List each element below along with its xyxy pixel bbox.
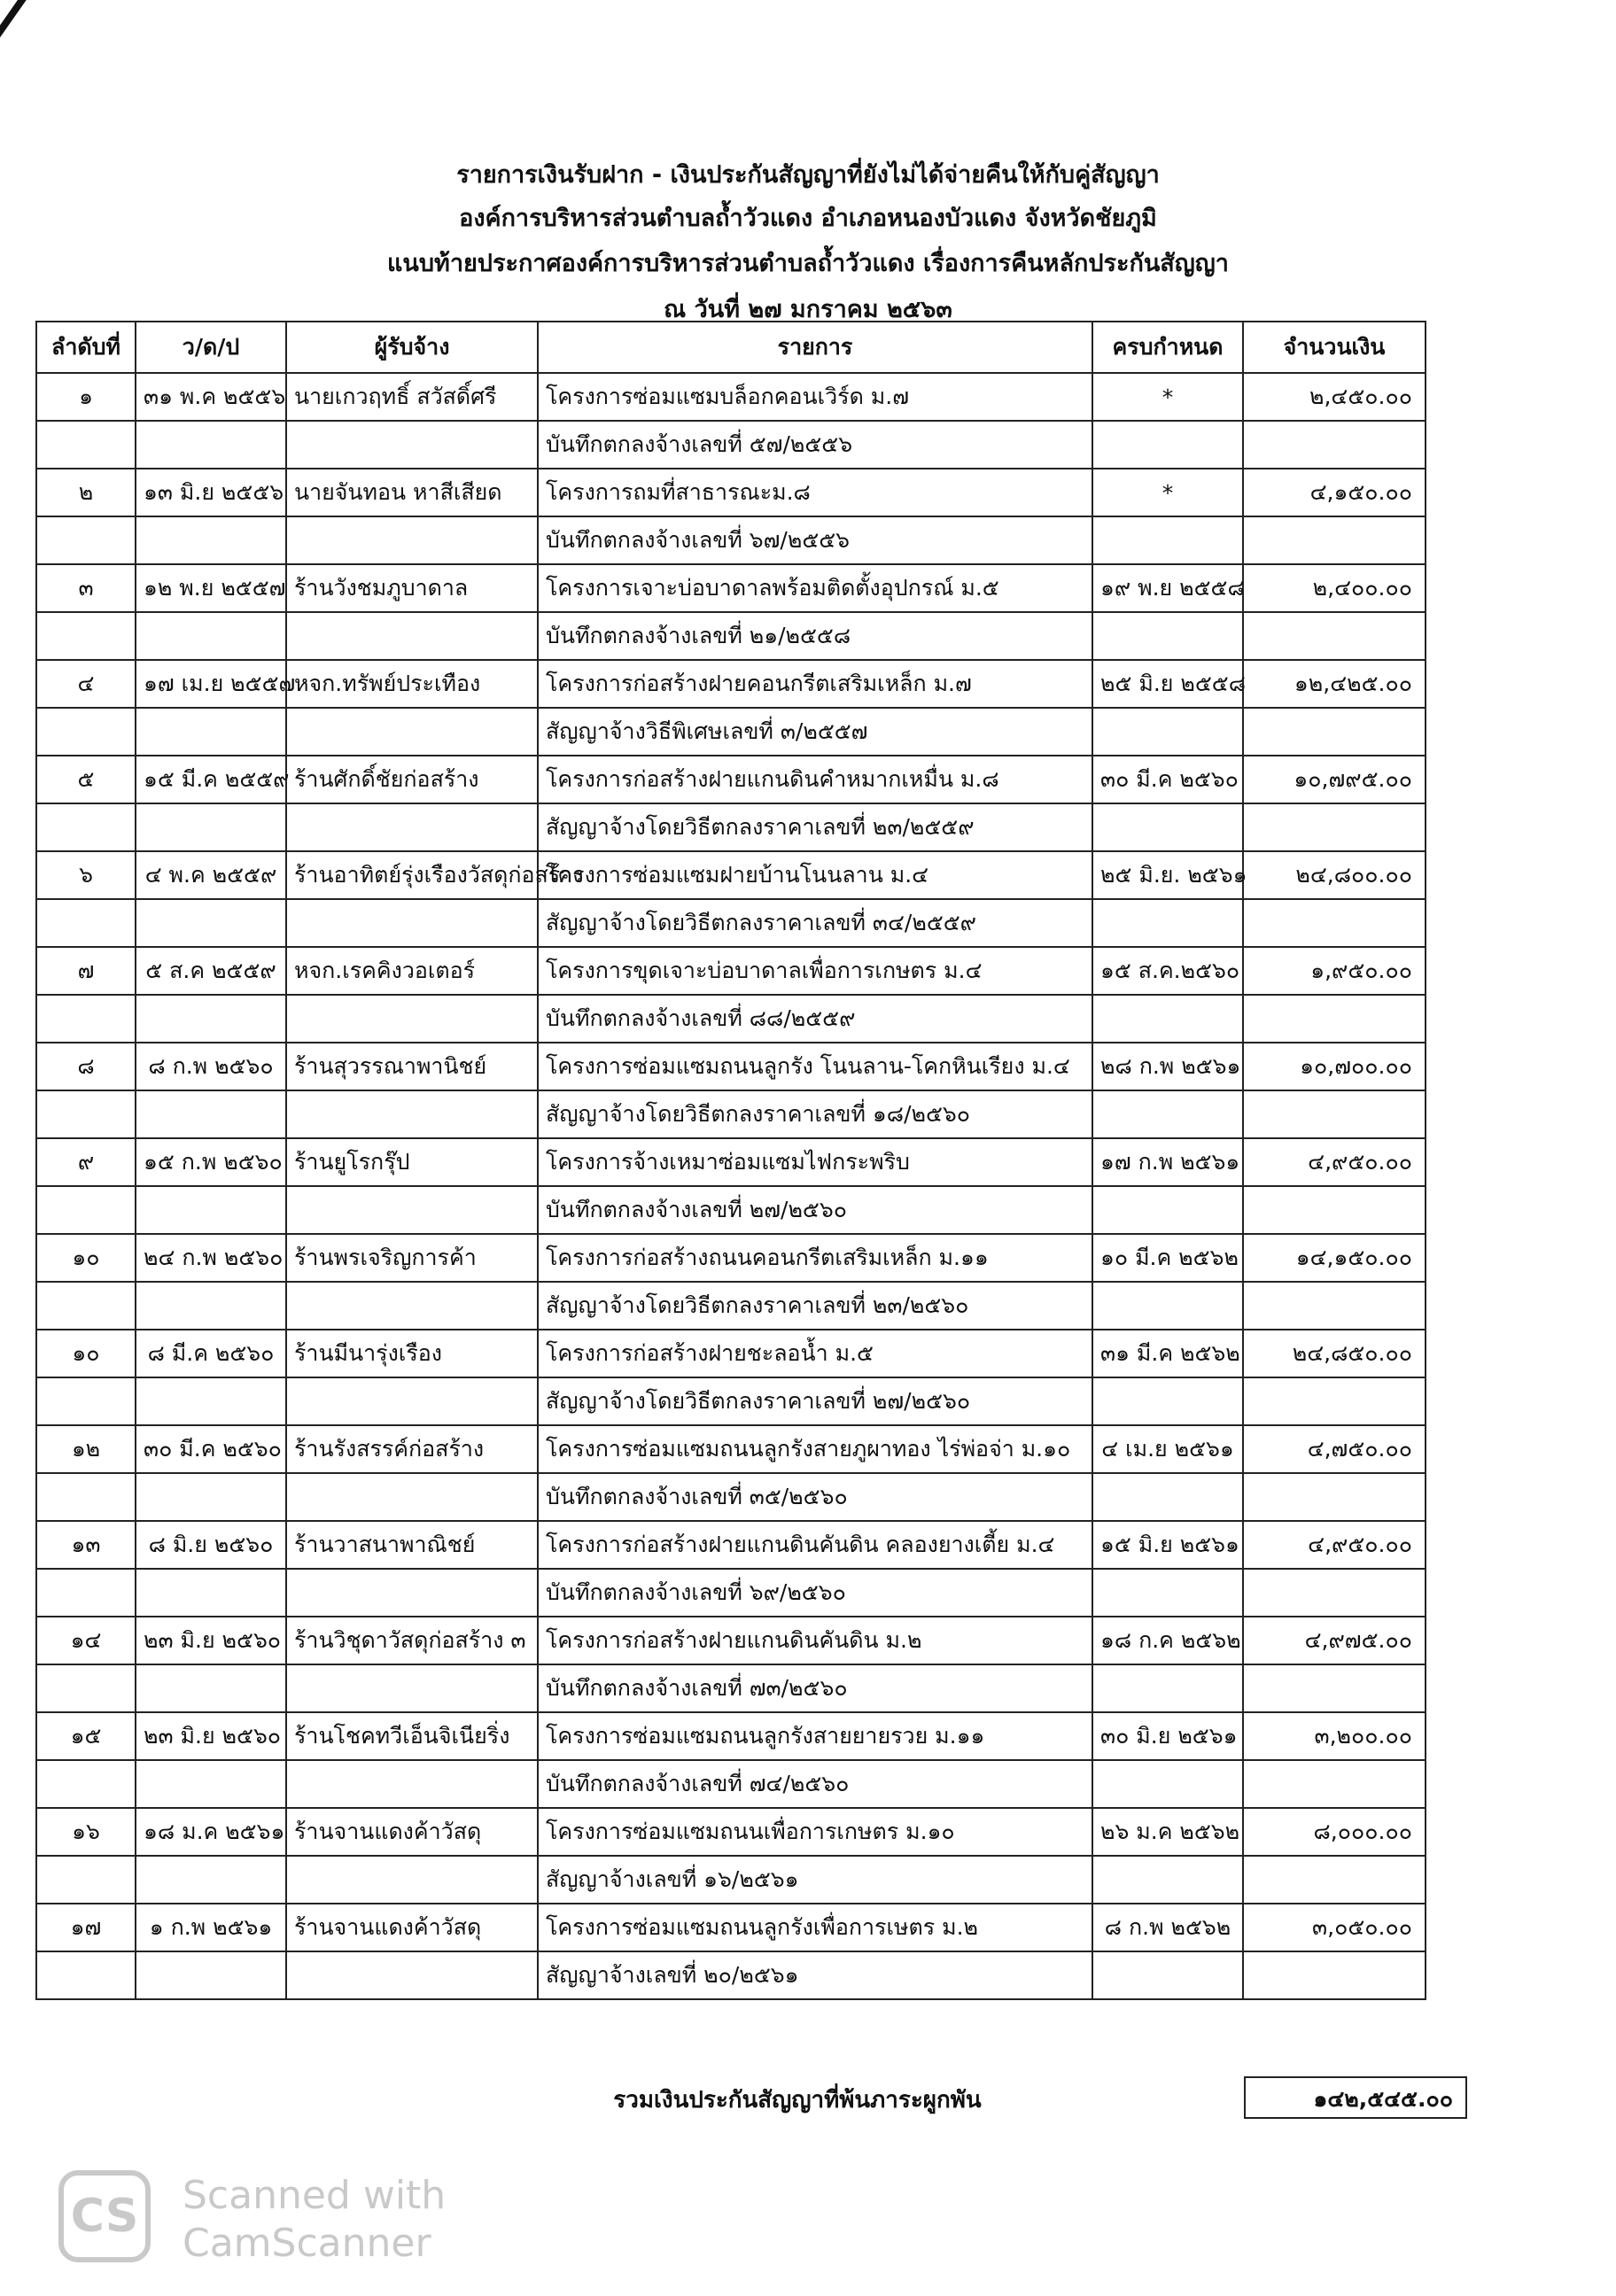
table-body [36, 373, 1426, 1999]
cell-due: ๑๙ พ.ย ๒๕๕๘ [1092, 564, 1243, 612]
cell-empty [286, 1664, 538, 1712]
cell-item: โครงการซ่อมแซมฝายบ้านโนนลาน ม.๔ [538, 851, 1092, 899]
cell-contractor: ร้านอาทิตย์รุ่งเรืองวัสดุก่อสร้าง [286, 851, 538, 899]
cell-empty [136, 1760, 286, 1808]
table-row [36, 469, 1426, 516]
cell-date: ๔ พ.ค ๒๕๕๙ [136, 851, 286, 899]
cell-date: ๒๔ ก.พ ๒๕๖๐ [136, 1234, 286, 1282]
cell-item: โครงการก่อสร้างฝายแกนดินคันดิน คลองยางเตี้ย ม.๔ [538, 1521, 1092, 1569]
cell-item: โครงการเจาะบ่อบาดาลพร้อมติดตั้งอุปกรณ์ ม.๕ [538, 564, 1092, 612]
cell-contractor: ร้านวังชมภูบาดาล [286, 564, 538, 612]
cell-empty [1092, 421, 1243, 469]
table-row-reference [36, 612, 1426, 660]
cell-reference: บันทึกตกลงจ้างเลขที่ ๕๗/๒๕๕๖ [538, 421, 1092, 469]
cell-due: ๑๗ ก.พ ๒๕๖๑ [1092, 1138, 1243, 1186]
cell-no: ๕ [36, 756, 136, 803]
cell-empty [1243, 803, 1426, 851]
cell-no: ๑๗ [36, 1904, 136, 1951]
cell-empty [136, 612, 286, 660]
cell-contractor: ร้านวาสนาพาณิชย์ [286, 1521, 538, 1569]
table-row-reference [36, 899, 1426, 947]
cell-date: ๑๒ พ.ย ๒๕๕๗ [136, 564, 286, 612]
cell-no: ๑๕ [36, 1712, 136, 1760]
cell-item: โครงการก่อสร้างถนนคอนกรีตเสริมเหล็ก ม.๑๑ [538, 1234, 1092, 1282]
cell-empty [36, 1760, 136, 1808]
cell-empty [286, 899, 538, 947]
cell-empty [1243, 1951, 1426, 1999]
cell-empty [286, 1282, 538, 1330]
cell-due: ๒๘ ก.พ ๒๕๖๑ [1092, 1043, 1243, 1090]
total-amount: ๑๔๒,๕๔๕.๐๐ [1244, 2076, 1467, 2119]
cell-empty [1092, 803, 1243, 851]
cell-empty [1092, 1377, 1243, 1425]
col-header-contractor: ผู้รับจ้าง [286, 322, 538, 373]
cell-amount: ๒,๔๐๐.๐๐ [1243, 564, 1426, 612]
cell-contractor: นายเกวฤทธิ์ สวัสดิ์ศรี [286, 373, 538, 421]
cell-empty [136, 995, 286, 1043]
cell-amount: ๑๐,๗๐๐.๐๐ [1243, 1043, 1426, 1090]
cell-contractor: ร้านศักดิ์ชัยก่อสร้าง [286, 756, 538, 803]
cell-no: ๖ [36, 851, 136, 899]
col-header-due: ครบกำหนด [1092, 322, 1243, 373]
cell-empty [286, 612, 538, 660]
table-row [36, 1234, 1426, 1282]
cell-contractor: หจก.ทรัพย์ประเทือง [286, 660, 538, 708]
cell-empty [1243, 708, 1426, 756]
cell-empty [1092, 995, 1243, 1043]
table-row-reference [36, 995, 1426, 1043]
cell-empty [36, 1377, 136, 1425]
cell-empty [1092, 612, 1243, 660]
cell-item: โครงการก่อสร้างฝายแกนดินคำหมากเหมื่น ม.๘ [538, 756, 1092, 803]
cell-date: ๑๕ มี.ค ๒๕๕๙ [136, 756, 286, 803]
table-row-reference [36, 1282, 1426, 1330]
cell-empty [1092, 1760, 1243, 1808]
cell-empty [36, 708, 136, 756]
cell-empty [136, 708, 286, 756]
cell-date: ๒๓ มิ.ย ๒๕๖๐ [136, 1617, 286, 1664]
cell-empty [286, 1569, 538, 1617]
table-row [36, 1712, 1426, 1760]
cell-amount: ๓,๐๕๐.๐๐ [1243, 1904, 1426, 1951]
table-row [36, 1617, 1426, 1664]
cell-empty [136, 1377, 286, 1425]
cell-empty [36, 1282, 136, 1330]
cell-empty [1092, 1282, 1243, 1330]
cell-contractor: ร้านวิชุดาวัสดุก่อสร้าง ๓ [286, 1617, 538, 1664]
cell-empty [1092, 1856, 1243, 1904]
cell-empty [1243, 1760, 1426, 1808]
cell-empty [36, 1951, 136, 1999]
cell-no: ๑๔ [36, 1617, 136, 1664]
cell-empty [286, 1377, 538, 1425]
cell-no: ๗ [36, 947, 136, 995]
cell-due: ๑๕ ส.ค.๒๕๖๐ [1092, 947, 1243, 995]
table-header-row [36, 322, 1426, 373]
cell-reference: บันทึกตกลงจ้างเลขที่ ๗๓/๒๕๖๐ [538, 1664, 1092, 1712]
cell-amount: ๔,๗๕๐.๐๐ [1243, 1425, 1426, 1473]
total-row [35, 2075, 1453, 2121]
col-header-date: ว/ด/ป [136, 322, 286, 373]
cell-date: ๑๗ เม.ย ๒๕๕๗ [136, 660, 286, 708]
cell-amount: ๒๔,๘๕๐.๐๐ [1243, 1330, 1426, 1377]
watermark-text [183, 2172, 446, 2268]
cell-date: ๕ ส.ค ๒๕๕๙ [136, 947, 286, 995]
table-row [36, 1330, 1426, 1377]
cell-empty [286, 803, 538, 851]
cell-date: ๑๓ มิ.ย ๒๕๕๖ [136, 469, 286, 516]
cell-date: ๓๑ พ.ค ๒๕๕๖ [136, 373, 286, 421]
cell-no: ๔ [36, 660, 136, 708]
cell-amount: ๒๔,๘๐๐.๐๐ [1243, 851, 1426, 899]
watermark-line2: CamScanner [183, 2221, 431, 2266]
cell-due: ๘ ก.พ ๒๕๖๒ [1092, 1904, 1243, 1951]
cell-due: ๒๕ มิ.ย. ๒๕๖๑ [1092, 851, 1243, 899]
cell-date: ๓๐ มี.ค ๒๕๖๐ [136, 1425, 286, 1473]
cell-amount: ๑๐,๗๙๕.๐๐ [1243, 756, 1426, 803]
cell-reference: สัญญาจ้างโดยวิธีตกลงราคาเลขที่ ๑๘/๒๕๖๐ [538, 1090, 1092, 1138]
cell-item: โครงการถมที่สาธารณะม.๘ [538, 469, 1092, 516]
cell-empty [136, 1282, 286, 1330]
cell-no: ๑๓ [36, 1521, 136, 1569]
camscanner-watermark [58, 2170, 519, 2268]
cell-empty [1243, 1569, 1426, 1617]
cell-empty [36, 612, 136, 660]
table-row [36, 1043, 1426, 1090]
cell-item: โครงการซ่อมแซมบล็อกคอนเวิร์ด ม.๗ [538, 373, 1092, 421]
cell-reference: บันทึกตกลงจ้างเลขที่ ๒๑/๒๕๕๘ [538, 612, 1092, 660]
cell-empty [286, 1856, 538, 1904]
cell-empty [1243, 1664, 1426, 1712]
cell-due: ๑๐ มี.ค ๒๕๖๒ [1092, 1234, 1243, 1282]
cell-reference: สัญญาจ้างโดยวิธีตกลงราคาเลขที่ ๒๓/๒๕๕๙ [538, 803, 1092, 851]
cell-empty [1092, 1951, 1243, 1999]
cell-empty [136, 1856, 286, 1904]
cell-reference: บันทึกตกลงจ้างเลขที่ ๖๗/๒๕๕๖ [538, 516, 1092, 564]
cell-empty [286, 421, 538, 469]
table-row-reference [36, 1951, 1426, 1999]
camscanner-logo-icon: CS [58, 2170, 151, 2262]
cell-empty [286, 708, 538, 756]
table-row-reference [36, 1856, 1426, 1904]
cell-amount: ๔,๙๗๕.๐๐ [1243, 1617, 1426, 1664]
cell-empty [136, 803, 286, 851]
cell-no: ๘ [36, 1043, 136, 1090]
cell-reference: บันทึกตกลงจ้างเลขที่ ๗๔/๒๕๖๐ [538, 1760, 1092, 1808]
cell-contractor: หจก.เรคคิงวอเตอร์ [286, 947, 538, 995]
cell-reference: บันทึกตกลงจ้างเลขที่ ๖๙/๒๕๖๐ [538, 1569, 1092, 1617]
table-row-reference [36, 1377, 1426, 1425]
cell-reference: สัญญาจ้างโดยวิธีตกลงราคาเลขที่ ๒๗/๒๕๖๐ [538, 1377, 1092, 1425]
cell-empty [1092, 1664, 1243, 1712]
cell-empty [1092, 1186, 1243, 1234]
cell-empty [36, 1569, 136, 1617]
cell-empty [286, 1090, 538, 1138]
cell-reference: บันทึกตกลงจ้างเลขที่ ๘๘/๒๕๕๙ [538, 995, 1092, 1043]
col-header-item: รายการ [538, 322, 1092, 373]
cell-empty [36, 1473, 136, 1521]
table-row-reference [36, 803, 1426, 851]
cell-amount: ๑,๙๕๐.๐๐ [1243, 947, 1426, 995]
cell-item: โครงการซ่อมแซมถนนเพื่อการเกษตร ม.๑๐ [538, 1808, 1092, 1856]
cell-empty [136, 1090, 286, 1138]
cell-amount: ๔,๑๕๐.๐๐ [1243, 469, 1426, 516]
cell-empty [286, 1186, 538, 1234]
cell-due: * [1092, 373, 1243, 421]
cell-empty [36, 421, 136, 469]
cell-empty [36, 1664, 136, 1712]
cell-due: ๓๐ มี.ค ๒๕๖๐ [1092, 756, 1243, 803]
table-row [36, 1808, 1426, 1856]
cell-empty [1243, 899, 1426, 947]
col-header-no: ลำดับที่ [36, 322, 136, 373]
cell-date: ๘ มี.ค ๒๕๖๐ [136, 1330, 286, 1377]
cell-empty [136, 1951, 286, 1999]
cell-empty [136, 516, 286, 564]
cell-empty [136, 421, 286, 469]
cell-due: * [1092, 469, 1243, 516]
cell-reference: สัญญาจ้างเลขที่ ๒๐/๒๕๖๑ [538, 1951, 1092, 1999]
cell-item: โครงการซ่อมแซมถนนลูกรังเพื่อการเษตร ม.๒ [538, 1904, 1092, 1951]
header-title: รายการเงินรับฝาก - เงินประกันสัญญาที่ยังไม่ได้จ่ายคืนให้กับคู่สัญญา [456, 161, 1160, 189]
cell-item: โครงการซ่อมแซมถนนลูกรังสายภูผาทอง ไร่พ่อจ่า ม.๑๐ [538, 1425, 1092, 1473]
table-row [36, 564, 1426, 612]
cell-contractor: ร้านโชคทวีเอ็นจิเนียริ่ง [286, 1712, 538, 1760]
cell-empty [1243, 1282, 1426, 1330]
cell-empty [1243, 995, 1426, 1043]
table-row-reference [36, 1664, 1426, 1712]
cell-empty [1092, 1473, 1243, 1521]
cell-empty [36, 803, 136, 851]
cell-due: ๑๘ ก.ค ๒๕๖๒ [1092, 1617, 1243, 1664]
table-row [36, 1138, 1426, 1186]
cell-amount: ๒,๔๕๐.๐๐ [1243, 373, 1426, 421]
cell-empty [36, 1090, 136, 1138]
cell-item: โครงการซ่อมแซมถนนลูกรัง โนนลาน-โคกหินเรียง ม.๔ [538, 1043, 1092, 1090]
cell-empty [1243, 1377, 1426, 1425]
cell-empty [1243, 1856, 1426, 1904]
table-row [36, 1904, 1426, 1951]
col-header-amount: จำนวนเงิน [1243, 322, 1426, 373]
cell-empty [1092, 1090, 1243, 1138]
cell-date: ๑ ก.พ ๒๕๖๑ [136, 1904, 286, 1951]
cell-empty [286, 995, 538, 1043]
cell-item: โครงการขุดเจาะบ่อบาดาลเพื่อการเกษตร ม.๔ [538, 947, 1092, 995]
cell-empty [1243, 421, 1426, 469]
cell-contractor: ร้านรังสรรค์ก่อสร้าง [286, 1425, 538, 1473]
deposit-table [35, 321, 1426, 2000]
cell-amount: ๔,๙๕๐.๐๐ [1243, 1521, 1426, 1569]
cell-contractor: ร้านพรเจริญการค้า [286, 1234, 538, 1282]
cell-date: ๒๓ มิ.ย ๒๕๖๐ [136, 1712, 286, 1760]
table-row [36, 947, 1426, 995]
cell-no: ๒ [36, 469, 136, 516]
cell-date: ๘ ก.พ ๒๕๖๐ [136, 1043, 286, 1090]
cell-due: ๔ เม.ย ๒๕๖๑ [1092, 1425, 1243, 1473]
deposit-table-container [35, 321, 1425, 2000]
cell-empty [1243, 1090, 1426, 1138]
cell-empty [136, 1473, 286, 1521]
cell-empty [286, 516, 538, 564]
total-label: รวมเงินประกันสัญญาที่พ้นภาระผูกพัน [613, 2087, 982, 2114]
cell-amount: ๔,๙๕๐.๐๐ [1243, 1138, 1426, 1186]
cell-item: โครงการก่อสร้างฝายแกนดินคันดิน ม.๒ [538, 1617, 1092, 1664]
header-organization: องค์การบริหารส่วนตำบลถ้ำวัวแดง อำเภอหนองบัวแดง จังหวัดชัยภูมิ [459, 205, 1157, 232]
cell-reference: บันทึกตกลงจ้างเลขที่ ๒๗/๒๕๖๐ [538, 1186, 1092, 1234]
cell-empty [1092, 708, 1243, 756]
cell-no: ๑๒ [36, 1425, 136, 1473]
watermark-line1: Scanned with [183, 2173, 447, 2218]
header-date: ณ วันที่ ๒๗ มกราคม ๒๕๖๓ [664, 296, 952, 323]
cell-contractor: ร้านยูโรกรุ๊ป [286, 1138, 538, 1186]
cell-date: ๑๕ ก.พ ๒๕๖๐ [136, 1138, 286, 1186]
cell-date: ๑๘ ม.ค ๒๕๖๑ [136, 1808, 286, 1856]
cell-contractor: ร้านมีนารุ่งเรือง [286, 1330, 538, 1377]
cell-empty [36, 516, 136, 564]
cell-no: ๑๖ [36, 1808, 136, 1856]
header-subtitle: แนบท้ายประกาศองค์การบริหารส่วนตำบลถ้ำวัวแดง เรื่องการคืนหลักประกันสัญญา [387, 250, 1229, 277]
table-row-reference [36, 1760, 1426, 1808]
cell-amount: ๓,๒๐๐.๐๐ [1243, 1712, 1426, 1760]
table-row [36, 373, 1426, 421]
cell-due: ๒๖ ม.ค ๒๕๖๒ [1092, 1808, 1243, 1856]
cell-item: โครงการก่อสร้างฝายคอนกรีตเสริมเหล็ก ม.๗ [538, 660, 1092, 708]
cell-empty [136, 899, 286, 947]
cell-amount: ๑๔,๑๕๐.๐๐ [1243, 1234, 1426, 1282]
cell-empty [286, 1760, 538, 1808]
cell-no: ๑๐ [36, 1234, 136, 1282]
cell-due: ๑๕ มิ.ย ๒๕๖๑ [1092, 1521, 1243, 1569]
cell-empty [136, 1569, 286, 1617]
cell-empty [1243, 612, 1426, 660]
cell-contractor: ร้านสุวรรณาพานิชย์ [286, 1043, 538, 1090]
table-row-reference [36, 1090, 1426, 1138]
cell-empty [286, 1473, 538, 1521]
cell-item: โครงการก่อสร้างฝายชะลอน้ำ ม.๕ [538, 1330, 1092, 1377]
cell-contractor: นายจันทอน หาสีเสียด [286, 469, 538, 516]
table-row [36, 851, 1426, 899]
cell-item: โครงการจ้างเหมาซ่อมแซมไฟกระพริบ [538, 1138, 1092, 1186]
table-row [36, 660, 1426, 708]
cell-empty [286, 1951, 538, 1999]
cell-due: ๓๑ มี.ค ๒๕๖๒ [1092, 1330, 1243, 1377]
table-row-reference [36, 1186, 1426, 1234]
table-row-reference [36, 708, 1426, 756]
cell-empty [136, 1186, 286, 1234]
cell-contractor: ร้านจานแดงค้าวัสดุ [286, 1904, 538, 1951]
cell-contractor: ร้านจานแดงค้าวัสดุ [286, 1808, 538, 1856]
cell-empty [1243, 1473, 1426, 1521]
cell-empty [36, 899, 136, 947]
cell-reference: สัญญาจ้างวิธีพิเศษเลขที่ ๓/๒๕๕๗ [538, 708, 1092, 756]
cell-item: โครงการซ่อมแซมถนนลูกรังสายยายรวย ม.๑๑ [538, 1712, 1092, 1760]
cell-empty [1092, 1569, 1243, 1617]
cell-due: ๒๕ มิ.ย ๒๕๕๘ [1092, 660, 1243, 708]
cell-reference: สัญญาจ้างโดยวิธีตกลงราคาเลขที่ ๓๔/๒๕๕๙ [538, 899, 1092, 947]
table-row-reference [36, 421, 1426, 469]
cell-amount: ๑๒,๔๒๕.๐๐ [1243, 660, 1426, 708]
cell-due: ๓๐ มิ.ย ๒๕๖๑ [1092, 1712, 1243, 1760]
cell-empty [1092, 899, 1243, 947]
cell-no: ๑ [36, 373, 136, 421]
cell-no: ๓ [36, 564, 136, 612]
cell-empty [1092, 516, 1243, 564]
cell-empty [36, 995, 136, 1043]
cell-date: ๘ มิ.ย ๒๕๖๐ [136, 1521, 286, 1569]
cell-empty [1243, 516, 1426, 564]
table-row [36, 1521, 1426, 1569]
table-row-reference [36, 516, 1426, 564]
cell-empty [1243, 1186, 1426, 1234]
table-row-reference [36, 1569, 1426, 1617]
table-row [36, 1425, 1426, 1473]
cell-empty [136, 1664, 286, 1712]
cell-empty [36, 1856, 136, 1904]
cell-empty [36, 1186, 136, 1234]
cell-no: ๙ [36, 1138, 136, 1186]
cell-reference: สัญญาจ้างเลขที่ ๑๖/๒๕๖๑ [538, 1856, 1092, 1904]
table-row [36, 756, 1426, 803]
cell-no: ๑๐ [36, 1330, 136, 1377]
cell-reference: สัญญาจ้างโดยวิธีตกลงราคาเลขที่ ๒๓/๒๕๖๐ [538, 1282, 1092, 1330]
table-row-reference [36, 1473, 1426, 1521]
cell-amount: ๘,๐๐๐.๐๐ [1243, 1808, 1426, 1856]
pen-stroke-mark [0, 0, 87, 58]
cell-reference: บันทึกตกลงจ้างเลขที่ ๓๕/๒๕๖๐ [538, 1473, 1092, 1521]
